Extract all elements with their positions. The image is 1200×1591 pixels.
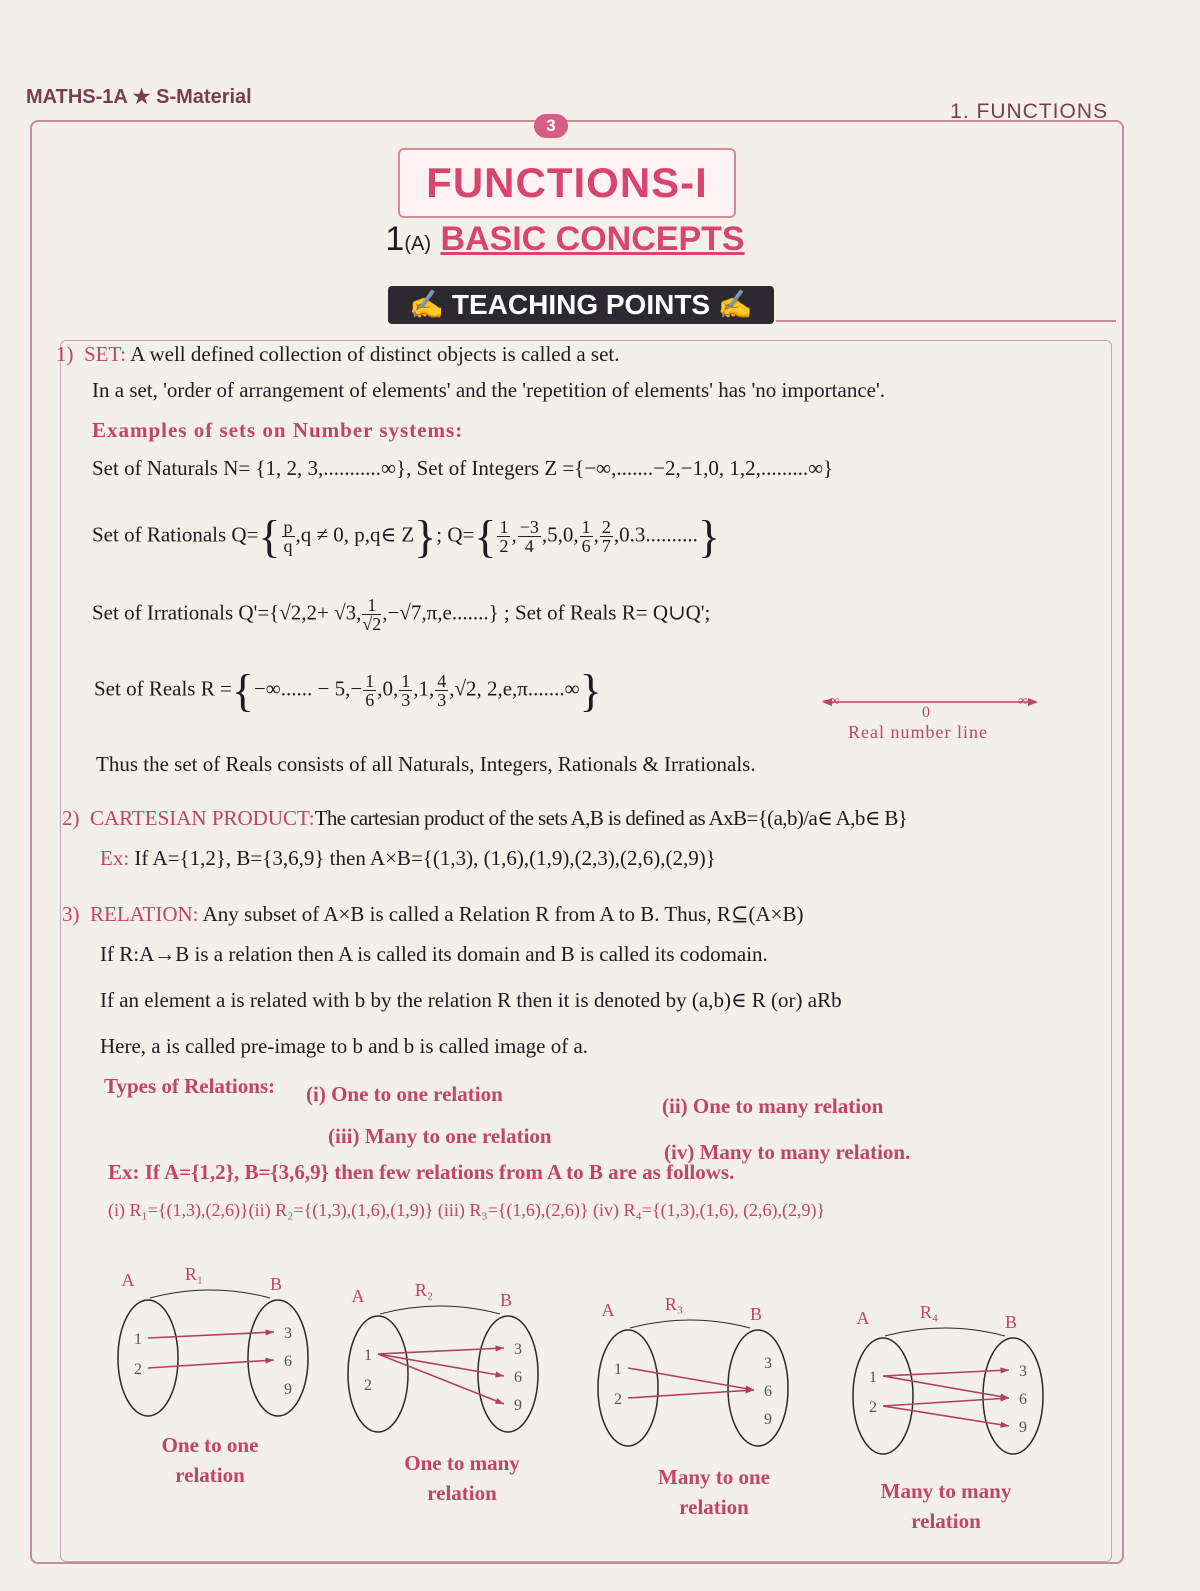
caption-line-2: relation	[911, 1509, 981, 1533]
relations-example	[108, 1160, 734, 1185]
mapping-arrow	[378, 1354, 504, 1376]
a-element-1: 1	[364, 1347, 372, 1364]
relation-diagram-3	[590, 1292, 800, 1462]
teaching-points-banner: ✍ TEACHING POINTS ✍	[388, 286, 774, 324]
relation-definition	[62, 902, 803, 927]
set-a-label: A	[601, 1300, 615, 1320]
relation-diagram-2	[340, 1278, 550, 1448]
set-b-ellipse	[248, 1300, 308, 1416]
caption-line-2: relation	[175, 1463, 245, 1487]
set-a-ellipse	[348, 1316, 408, 1432]
numline-zero: 0	[922, 704, 930, 721]
b-element-6: 6	[284, 1353, 292, 1370]
arrow-head	[495, 1398, 504, 1404]
caption-line-1: Many to one	[658, 1465, 770, 1489]
set-a-label: A	[351, 1286, 365, 1306]
type-one-to-many: (ii) One to many relation	[662, 1094, 884, 1118]
caption-line-1: One to one	[161, 1433, 259, 1457]
relations-list: (i) R₁={(1,3),(2,6)}(ii) R₂={(1,3),(1,6),(1,9)} (iii) R₃={(1,6),(2,6)} (iv) R₄={(1,3),(1,6), (2,6),(2,9)}	[108, 1200, 826, 1220]
top-arc	[885, 1328, 1005, 1336]
mapping-arrow	[378, 1354, 504, 1404]
subtitle-number: 1	[385, 220, 405, 258]
relation-line4: Here, a is called pre-image to b and b is called image of a.	[100, 1034, 589, 1058]
a-element-2: 2	[869, 1399, 877, 1416]
rationals-label: Set of Rationals Q=	[92, 522, 259, 547]
relation-name: R₃	[664, 1294, 684, 1314]
subtitle-small: (A)	[404, 233, 431, 255]
cartesian-label: CARTESIAN PRODUCT:	[90, 806, 315, 830]
set-definition	[56, 342, 620, 367]
b-element-3: 3	[514, 1341, 522, 1358]
type-many-to-many: (iv) Many to many relation.	[664, 1140, 911, 1164]
relation-label: RELATION:	[90, 902, 199, 926]
top-arc	[150, 1290, 270, 1298]
a-element-1: 1	[614, 1361, 622, 1378]
rationals-line: Set of Rationals Q={ $\frac{p}{q}$ ,q ≠ 0, p,q∈ Z}; Q={ $\frac{1}{2}$ , $\frac{-3}{4}$ ,5,0, $\frac{1}{6}$ , $\frac{2}{7}$ ,0.3..........}	[92, 511, 720, 562]
frac-p-over-q: $\frac{p}{q}$	[283, 517, 293, 556]
section-subtitle	[350, 220, 780, 259]
a-element-2: 2	[614, 1391, 622, 1408]
b-element-3: 3	[764, 1355, 772, 1372]
set-a-label: A	[856, 1308, 870, 1328]
set-a-ellipse	[853, 1338, 913, 1454]
irrationals-head: Set of Irrationals Q'={√2,2+ √3,	[92, 600, 362, 625]
set-note: In a set, 'order of arrangement of elements' and the 'repetition of elements' has 'no importance'.	[92, 378, 885, 402]
banner-rule	[776, 320, 1116, 322]
arrow-head	[495, 1345, 504, 1351]
cartesian-ex-text: If A={1,2}, B={3,6,9} then A×B={(1,3), (1,6),(1,9),(2,3),(2,6),(2,9)}	[134, 846, 716, 870]
b-element-6: 6	[1019, 1391, 1027, 1408]
mapping-arrow	[883, 1370, 1009, 1376]
mapping-arrow	[883, 1406, 1009, 1426]
diagram-caption-1	[120, 1430, 300, 1490]
reals-tail: ,√2, 2,e,π.......∞	[449, 676, 580, 701]
mapping-arrow	[883, 1398, 1009, 1406]
arrow-head	[1000, 1422, 1009, 1428]
rationals-condition: ,q ≠ 0, p,q∈ Z	[295, 522, 415, 547]
irrationals-line: Set of Irrationals Q'={√2,2+ √3, $\frac{1}{√2}$ ,−√7,π,e.......} ; Set of Reals R= Q∪Q';	[92, 595, 711, 634]
set-label: SET:	[84, 342, 127, 366]
relation-name: R₄	[919, 1302, 939, 1322]
relation-def-text: Any subset of A×B is called a Relation R from A to B. Thus, R⊆(A×B)	[202, 902, 804, 926]
relation-name: R₂	[414, 1280, 434, 1300]
page-number-badge: 3	[534, 114, 568, 138]
header-chapter: 1. FUNCTIONS	[950, 100, 1108, 123]
numline-left: −∞	[822, 694, 840, 709]
cartesian-def-text: The cartesian product of the sets A,B is defined as AxB={(a,b)/a∈ A,b∈ B}	[314, 806, 908, 830]
set-b-label: B	[269, 1274, 283, 1294]
caption-line-1: One to many	[404, 1451, 520, 1475]
b-element-3: 3	[284, 1325, 292, 1342]
b-element-6: 6	[764, 1383, 772, 1400]
relation-line2: If R:A→B is a relation then A is called its domain and B is called its codomain.	[100, 942, 768, 966]
numline-caption: Real number line	[848, 722, 988, 742]
types-heading: Types of Relations:	[104, 1074, 276, 1098]
mapping-arrow	[628, 1368, 754, 1390]
naturals-integers-line: Set of Naturals N= {1, 2, 3,...........∞}, Set of Integers Z ={−∞,.......−2,−1,0, 1,2,.........∞}	[92, 456, 834, 480]
relation-diagram-1	[110, 1262, 320, 1432]
cartesian-example	[100, 846, 716, 871]
cartesian-definition	[62, 806, 907, 831]
reals-conclusion: Thus the set of Reals consists of all Naturals, Integers, Rationals & Irrationals.	[96, 752, 756, 776]
set-b-label: B	[1004, 1312, 1018, 1332]
set-a-ellipse	[118, 1300, 178, 1416]
mapping-arrow	[148, 1360, 274, 1368]
mapping-arrow	[378, 1348, 504, 1354]
mapping-arrow	[148, 1332, 274, 1338]
type-many-to-one: (iii) Many to one relation	[328, 1124, 552, 1148]
arrow-head	[1000, 1367, 1009, 1373]
set-def-text: A well defined collection of distinct objects is called a set.	[130, 342, 620, 366]
relation-number: 3)	[62, 902, 80, 926]
relation-line3: If an element a is related with b by the relation R then it is denoted by (a,b)∈ R (or) aRb	[100, 988, 842, 1012]
top-arc	[630, 1320, 750, 1328]
arrow-head	[265, 1329, 274, 1335]
type-one-to-one: (i) One to one relation	[306, 1082, 503, 1106]
b-element-9: 9	[284, 1381, 292, 1398]
mapping-arrow	[628, 1390, 754, 1398]
b-element-3: 3	[1019, 1363, 1027, 1380]
arrow-head	[495, 1372, 504, 1378]
diagram-caption-4	[856, 1476, 1036, 1536]
cartesian-number: 2)	[62, 806, 80, 830]
relation-name: R₁	[184, 1264, 204, 1284]
b-element-9: 9	[764, 1411, 772, 1428]
page-title: FUNCTIONS-I	[426, 159, 708, 206]
reals-head: −∞...... − 5,−	[253, 676, 363, 701]
irrationals-tail: ,−√7,π,e.......} ; Set of Reals R= Q∪Q';	[382, 600, 711, 625]
caption-line-2: relation	[679, 1495, 749, 1519]
a-element-2: 2	[364, 1377, 372, 1394]
header-book-title: MATHS-1A ★ S-Material	[26, 86, 252, 108]
reals-label: Set of Reals R =	[94, 676, 232, 701]
caption-line-1: Many to many	[880, 1479, 1012, 1503]
numline-right: ∞	[1018, 694, 1028, 709]
caption-line-2: relation	[427, 1481, 497, 1505]
set-b-ellipse	[478, 1316, 538, 1432]
rationals-tail: ,0.3..........	[613, 522, 698, 547]
set-b-label: B	[499, 1290, 513, 1310]
a-element-1: 1	[134, 1331, 142, 1348]
a-element-2: 2	[134, 1361, 142, 1378]
subtitle-text: BASIC CONCEPTS	[440, 220, 745, 258]
set-b-ellipse	[983, 1338, 1043, 1454]
examples-heading: Examples of sets on Number systems:	[92, 418, 464, 442]
set-b-ellipse	[728, 1330, 788, 1446]
arrow-head	[265, 1357, 274, 1363]
b-element-6: 6	[514, 1369, 522, 1386]
set-b-label: B	[749, 1304, 763, 1324]
relation-diagram-4	[845, 1300, 1055, 1470]
b-element-9: 9	[1019, 1419, 1027, 1436]
set-a-label: A	[121, 1270, 135, 1290]
diagram-caption-2	[372, 1448, 552, 1508]
title-box	[398, 148, 736, 218]
mapping-arrow	[883, 1376, 1009, 1398]
reals-line: Set of Reals R ={−∞...... − 5,− $\frac{1}{6}$ ,0, $\frac{1}{3}$ ,1, $\frac{4}{3}$ ,√2, 2,e,π.......∞}	[94, 665, 602, 716]
rationals-q: Q=	[447, 522, 475, 547]
a-element-1: 1	[869, 1369, 877, 1386]
set-a-ellipse	[598, 1330, 658, 1446]
cartesian-ex-label: Ex:	[100, 846, 130, 870]
diagram-caption-3	[624, 1462, 804, 1522]
relations-ex-text: Ex: If A={1,2}, B={3,6,9} then few relations from A to B are as follows.	[108, 1160, 735, 1184]
set-number: 1)	[56, 342, 74, 366]
b-element-9: 9	[514, 1397, 522, 1414]
top-arc	[380, 1306, 500, 1314]
